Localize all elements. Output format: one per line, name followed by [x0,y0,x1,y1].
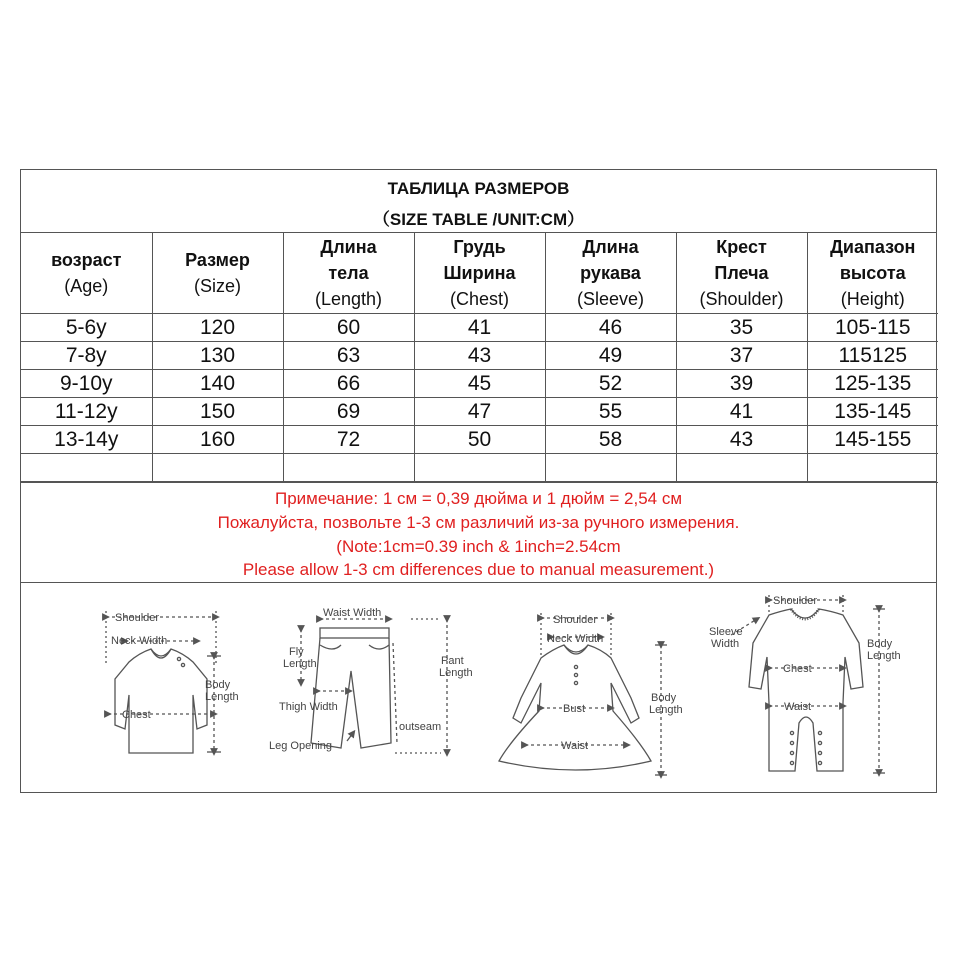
measurement-notes [21,481,936,583]
table-cell: 115125 [807,342,938,370]
chart-subtitle: （SIZE TABLE /UNIT:CM） [372,210,585,229]
dress-waist-label: Waist [561,740,589,752]
table-cell: 145-155 [807,426,938,454]
column-header-ru: Грудь [453,236,506,257]
table-cell: 41 [676,398,807,426]
column-header-en: (Sleeve) [576,288,645,309]
pants-waist-label: Waist Width [323,607,382,619]
table-cell [414,454,545,483]
pants-fly-length-label: Length [283,658,317,670]
table-cell [21,454,152,483]
title-block [21,170,936,233]
table-cell: 47 [414,398,545,426]
table-row-empty [21,454,938,483]
pants-fly-label: Fly [289,646,304,658]
shirt-shoulder-label: Shoulder [115,612,160,624]
table-cell: 105-115 [807,314,938,342]
table-cell: 60 [283,314,414,342]
column-header [545,232,676,314]
column-header-ru: возраст [51,249,122,270]
note-line: Please allow 1-3 cm differences due to manual measurement.) [242,560,715,579]
dress-neck-label: Neck Width [547,633,604,645]
romper-waist-label: Waist [784,701,812,713]
dress-length-label: Length [649,704,683,716]
table-row [21,314,938,342]
romper-shoulder-label: Shoulder [773,595,818,607]
size-table [21,232,938,483]
table-row [21,426,938,454]
table-cell [807,454,938,483]
table-cell: 37 [676,342,807,370]
column-header-ru: Крест [716,236,767,257]
shirt-neck-label: Neck Width [111,635,168,647]
table-cell [152,454,283,483]
romper-body-label: Body [867,638,893,650]
shirt-diagram [106,611,221,753]
table-cell: 140 [152,370,283,398]
column-header-ru: тела [328,262,369,283]
column-header-ru: Плеча [714,262,769,283]
table-cell: 63 [283,342,414,370]
table-cell: 41 [414,314,545,342]
table-row [21,342,938,370]
table-row [21,398,938,426]
table-cell: 49 [545,342,676,370]
table-cell: 135-145 [807,398,938,426]
pants-thigh-label: Thigh Width [279,701,338,713]
column-header-ru: рукава [580,262,641,283]
romper-sleeve-label: Sleeve [709,626,743,638]
table-cell: 69 [283,398,414,426]
column-header [676,232,807,314]
table-cell: 43 [676,426,807,454]
column-header-ru: Длина [582,236,639,257]
column-header-en: (Height) [840,288,905,309]
note-line: Пожалуйста, позвольте 1-3 см различий из-за ручного измерения. [217,513,740,532]
table-cell: 46 [545,314,676,342]
table-cell: 66 [283,370,414,398]
column-header-ru: Диапазон [830,236,916,257]
table-cell: 5-6y [21,314,152,342]
table-cell [283,454,414,483]
shirt-body-label: Body [205,679,231,691]
shirt-chest-label: Chest [122,709,151,721]
romper-diagram [731,595,885,773]
column-header [152,232,283,314]
table-cell: 35 [676,314,807,342]
table-cell: 150 [152,398,283,426]
column-header [283,232,414,314]
table-cell: 45 [414,370,545,398]
romper-length-label: Length [867,650,901,662]
table-cell: 9-10y [21,370,152,398]
table-cell [545,454,676,483]
table-row [21,370,938,398]
column-header-ru: Длина [320,236,377,257]
column-header [414,232,545,314]
table-cell: 130 [152,342,283,370]
column-header-ru: Ширина [443,262,516,283]
chart-title: ТАБЛИЦА РАЗМЕРОВ [387,179,570,198]
table-cell: 55 [545,398,676,426]
table-cell: 11-12y [21,398,152,426]
column-header [807,232,938,314]
table-header-row [21,232,938,314]
table-cell: 160 [152,426,283,454]
table-cell: 52 [545,370,676,398]
note-line: Примечание: 1 см = 0,39 дюйма и 1 дюйм = 2,54 см [274,489,683,508]
table-cell: 120 [152,314,283,342]
table-cell: 43 [414,342,545,370]
size-chart [20,169,937,793]
shirt-length-label: Length [205,691,239,703]
column-header-en: (Age) [64,275,109,296]
measurement-diagrams [21,583,936,793]
romper-width-label: Width [711,638,740,650]
pants-outseam-label: outseam [399,721,442,733]
table-cell: 125-135 [807,370,938,398]
column-header-ru: высота [839,262,906,283]
measurement-diagrams-svg [21,583,936,793]
dress-body-label: Body [651,692,677,704]
table-cell: 39 [676,370,807,398]
dress-bust-label: Bust [563,703,586,715]
table-cell: 72 [283,426,414,454]
column-header [21,232,152,314]
column-header-en: (Size) [193,275,241,296]
romper-chest-label: Chest [783,663,812,675]
pants-pant-length-label: Length [439,667,473,679]
column-header-ru: Размер [185,249,250,270]
pants-pant-label: Pant [441,655,464,667]
table-cell: 58 [545,426,676,454]
table-cell: 50 [414,426,545,454]
table-cell: 7-8y [21,342,152,370]
note-line: (Note:1cm=0.39 inch & 1inch=2.54cm [336,537,621,556]
column-header-en: (Shoulder) [699,288,784,309]
column-header-en: (Chest) [449,288,509,309]
dress-shoulder-label: Shoulder [553,614,598,626]
table-cell [676,454,807,483]
table-cell: 13-14y [21,426,152,454]
column-header-en: (Length) [314,288,383,309]
pants-leg-label: Leg Opening [269,740,332,752]
